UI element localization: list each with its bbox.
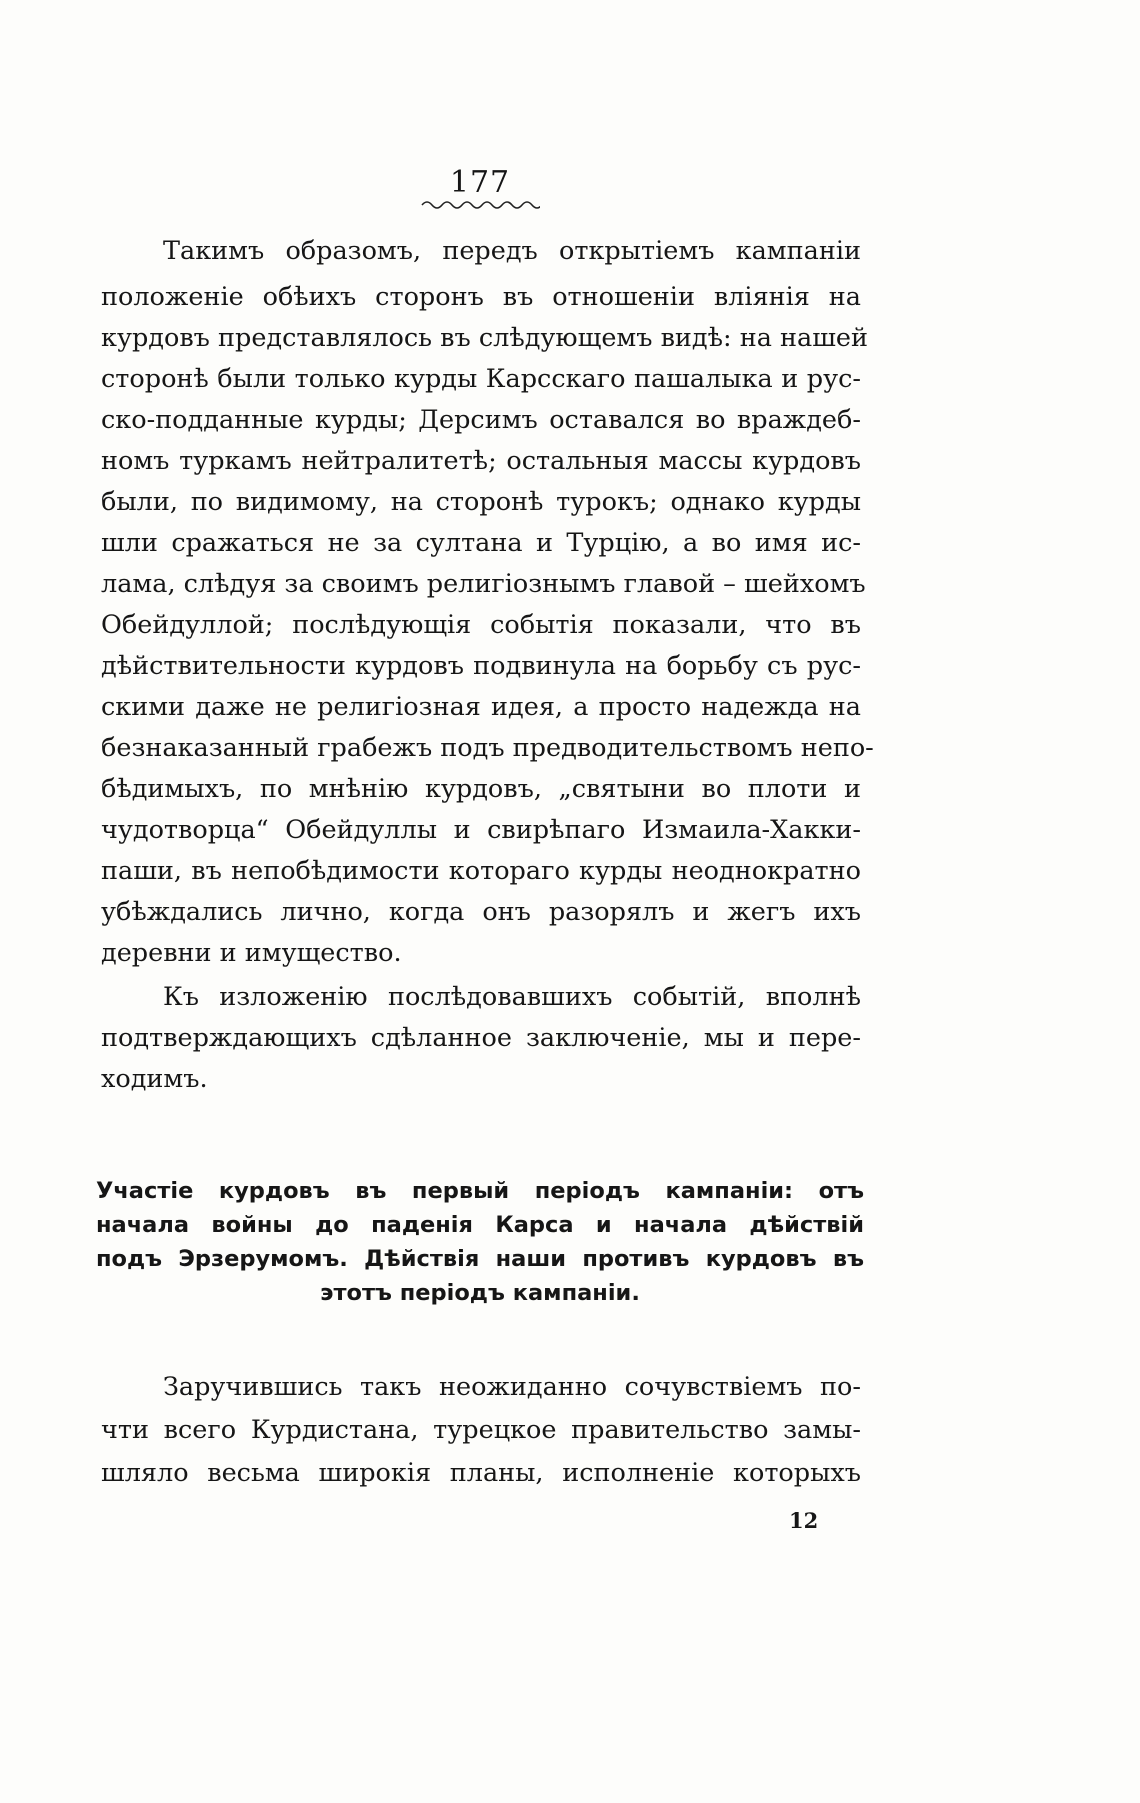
- paragraph-1-line-11: дѣйствительности курдовъ подвинула на борьбу съ рус-: [101, 651, 861, 681]
- paragraph-1-line-1: Такимъ образомъ, передъ открытіемъ кампаніи: [163, 236, 861, 266]
- section-heading-line-3: подъ Эрзерумомъ. Дѣйствія наши противъ курдовъ въ: [96, 1246, 864, 1272]
- paragraph-2-line-2: подтверждающихъ сдѣланное заключеніе, мы и пере-: [101, 1023, 861, 1053]
- paragraph-1-line-9: лама, слѣдуя за своимъ религіознымъ главой – шейхомъ: [101, 569, 866, 599]
- paragraph-1-line-14: бѣдимыхъ, по мнѣнію курдовъ, „святыни во плоти и: [101, 774, 861, 804]
- paragraph-1-line-13: безнаказанный грабежъ подъ предводительствомъ непо-: [101, 733, 874, 763]
- paragraph-1-line-2: положеніе обѣихъ сторонъ въ отношеніи вліянія на: [101, 282, 861, 312]
- paragraph-1-line-16: паши, въ непобѣдимости котораго курды неоднократно: [101, 856, 861, 886]
- paragraph-1-line-8: шли сражаться не за султана и Турцію, а во имя ис-: [101, 528, 861, 558]
- paragraph-3-line-1: Заручившись такъ неожиданно сочувствіемъ по-: [163, 1372, 861, 1402]
- section-heading-line-2: начала войны до паденія Карса и начала дѣйствій: [96, 1212, 864, 1238]
- signature-mark: 12: [789, 1508, 819, 1533]
- section-heading-line-1: Участіе курдовъ въ первый періодъ кампаніи: отъ: [96, 1178, 864, 1204]
- paragraph-1-line-5: ско-подданные курды; Дерсимъ оставался во враждеб-: [101, 405, 861, 435]
- paragraph-1-line-18: деревни и имущество.: [101, 938, 402, 968]
- paragraph-1-line-15: чудотворца“ Обейдуллы и свирѣпаго Измаила-Хакки-: [101, 815, 861, 845]
- paragraph-3-line-2: чти всего Курдистана, турецкое правительство замы-: [101, 1415, 861, 1445]
- paragraph-2-line-3: ходимъ.: [101, 1064, 208, 1094]
- paragraph-1-line-12: скими даже не религіозная идея, а просто надежда на: [101, 692, 861, 722]
- paragraph-1-line-10: Обейдуллой; послѣдующія событія показали, что въ: [101, 610, 861, 640]
- section-heading-line-4: этотъ періодъ кампаніи.: [320, 1280, 640, 1306]
- paragraph-1-line-17: убѣждались лично, когда онъ разорялъ и жегъ ихъ: [101, 897, 861, 927]
- paragraph-1-line-7: были, по видимому, на сторонѣ турокъ; однако курды: [101, 487, 861, 517]
- paragraph-3-line-3: шляло весьма широкія планы, исполненіе которыхъ: [101, 1458, 861, 1488]
- paragraph-1-line-4: сторонѣ были только курды Карсскаго пашалыка и рус-: [101, 364, 861, 394]
- wavy-rule: [420, 198, 540, 212]
- paragraph-1-line-3: курдовъ представлялось въ слѣдующемъ видѣ: на нашей: [101, 323, 869, 353]
- page-number: 177: [449, 165, 511, 200]
- paragraph-1-line-6: номъ туркамъ нейтралитетѣ; остальныя массы курдовъ: [101, 446, 861, 476]
- paragraph-2-line-1: Къ изложенію послѣдовавшихъ событій, вполнѣ: [163, 982, 861, 1012]
